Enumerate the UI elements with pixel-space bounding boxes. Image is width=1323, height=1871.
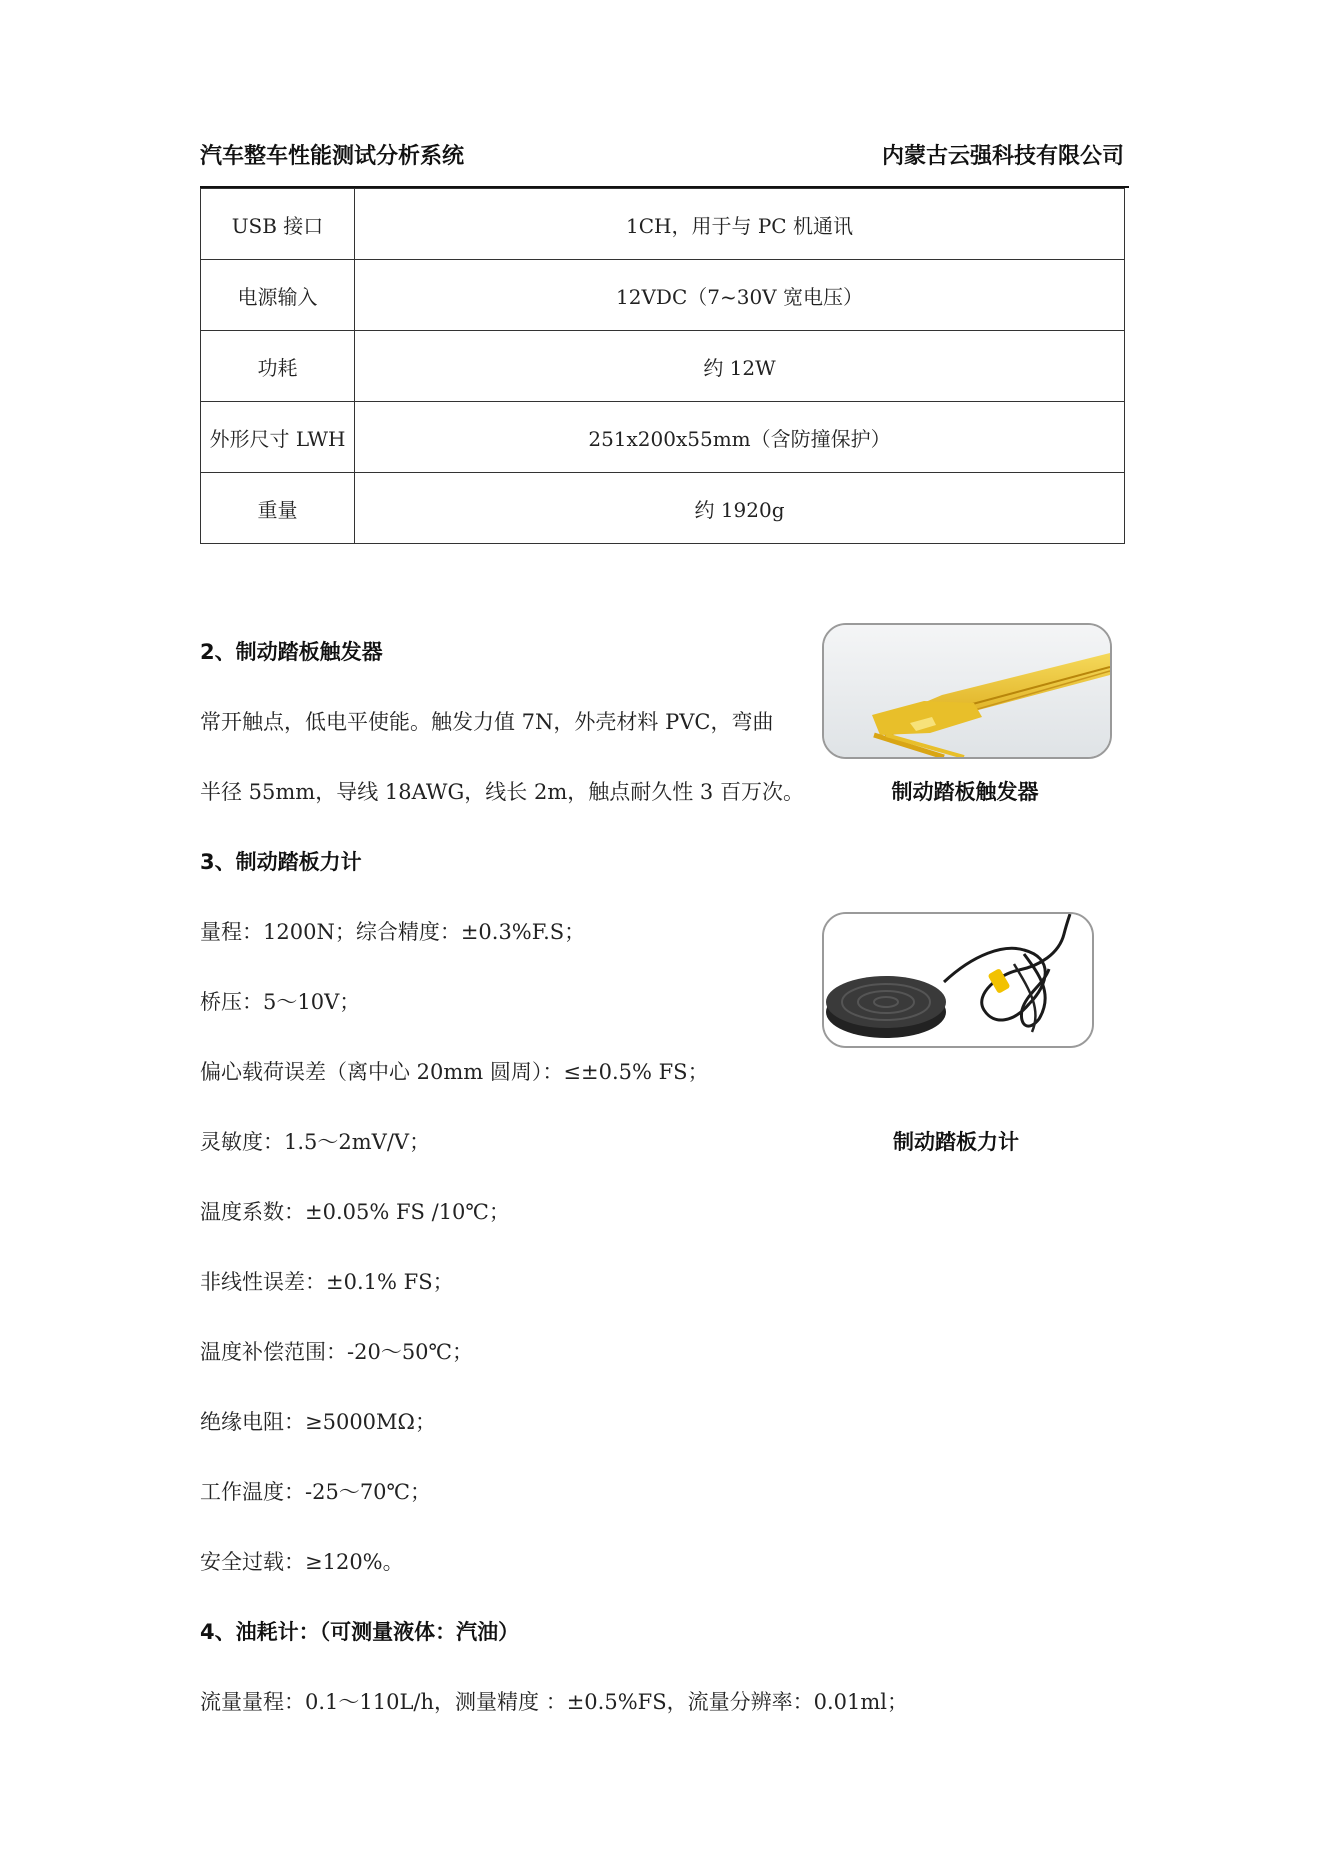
header-title: 汽车整车性能测试分析系统 [200, 144, 465, 169]
paragraph-line: 流量量程：0.1～110L/h，测量精度 ：±0.5%FS，流量分辨率：0.01ml； [200, 1690, 908, 1714]
paragraph-line: 量程：1200N；综合精度：±0.3%F.S； [200, 920, 586, 944]
photo-caption-pedal-force: 制动踏板力计 [893, 1130, 1019, 1154]
paragraph-line: 绝缘电阻：≥5000MΩ； [200, 1410, 436, 1434]
table-row [201, 189, 1125, 260]
section-heading-brake-trigger: 2、制动踏板触发器 [200, 640, 383, 664]
spec-table [200, 188, 1125, 544]
paragraph-line: 温度补偿范围：-20～50℃； [200, 1340, 474, 1364]
paragraph-line: 非线性误差：±0.1% FS； [200, 1270, 454, 1294]
spec-value: 251x200x55mm（含防撞保护） [355, 402, 1125, 473]
paragraph-line: 常开触点，低电平使能。触发力值 7N，外壳材料 PVC，弯曲 [200, 710, 774, 734]
spec-key: 电源输入 [201, 260, 355, 331]
page-header [200, 140, 1124, 174]
table-row [201, 402, 1125, 473]
paragraph-line: 偏心载荷误差（离中心 20mm 圆周）：≤±0.5% FS； [200, 1060, 709, 1084]
section-heading-fuel-meter: 4、油耗计：（可测量液体：汽油） [200, 1620, 520, 1644]
table-row [201, 260, 1125, 331]
pedal-force-meter-photo [822, 912, 1094, 1048]
paragraph-line: 半径 55mm，导线 18AWG，线长 2m，触点耐久性 3 百万次。 [200, 780, 804, 804]
spec-value: 1CH，用于与 PC 机通讯 [355, 189, 1125, 260]
section-heading-pedal-force: 3、制动踏板力计 [200, 850, 362, 874]
paragraph-line: 安全过载：≥120%。 [200, 1550, 404, 1574]
spec-key: 外形尺寸 LWH [201, 402, 355, 473]
spec-value: 12VDC（7~30V 宽电压） [355, 260, 1125, 331]
paragraph-line: 桥压：5～10V； [200, 990, 361, 1014]
paragraph-line: 温度系数：±0.05% FS /10℃； [200, 1200, 510, 1224]
table-row [201, 331, 1125, 402]
header-company: 内蒙古云强科技有限公司 [881, 144, 1124, 169]
spec-key: 重量 [201, 473, 355, 544]
photo-caption-brake-trigger: 制动踏板触发器 [891, 780, 1039, 804]
paragraph-line: 工作温度：-25～70℃； [200, 1480, 432, 1504]
paragraph-line: 灵敏度：1.5～2mV/V； [200, 1130, 431, 1154]
spec-key: 功耗 [201, 331, 355, 402]
table-row [201, 473, 1125, 544]
brake-pedal-trigger-photo [822, 623, 1112, 759]
spec-value: 约 12W [355, 331, 1125, 402]
spec-value: 约 1920g [355, 473, 1125, 544]
spec-key: USB 接口 [201, 189, 355, 260]
